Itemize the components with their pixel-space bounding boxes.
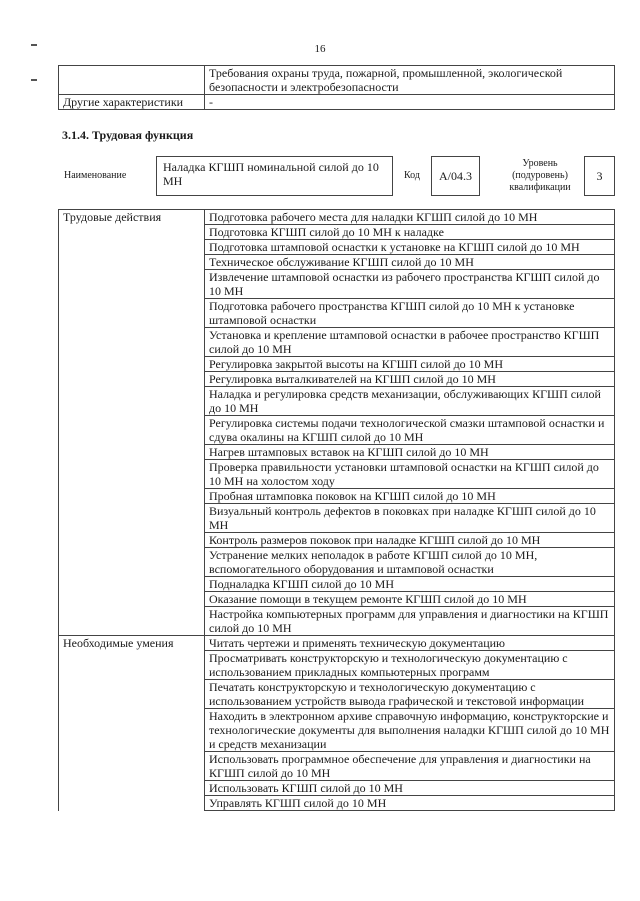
table-row (59, 709, 615, 752)
table-row (59, 533, 615, 548)
labor-actions-heading: Трудовые действия (59, 210, 205, 225)
labor-actions-heading-continuation (59, 328, 205, 357)
labor-action-item: Регулировка системы подачи технологической смазки штамповой оснастки и сдува окалины на КГШП силой до 10 МН (205, 416, 615, 445)
skill-item: Просматривать конструкторскую и технологическую документацию с использованием прикладных компьютерных программ (205, 651, 615, 680)
table-row (59, 372, 615, 387)
labor-actions-heading-continuation (59, 607, 205, 636)
labor-actions-heading-continuation (59, 255, 205, 270)
function-name-box (156, 156, 393, 196)
labor-actions-heading-continuation (59, 387, 205, 416)
table-row (59, 607, 615, 636)
labor-action-item: Установка и крепление штамповой оснастки в рабочее пространство КГШП силой до 10 МН (205, 328, 615, 357)
characteristics-table (58, 65, 615, 110)
section-title: 3.1.4. Трудовая функция (62, 128, 194, 142)
labor-actions-heading-continuation (59, 225, 205, 240)
labor-action-item: Извлечение штамповой оснастки из рабочего пространства КГШП силой до 10 МН (205, 270, 615, 299)
skill-item: Использовать КГШП силой до 10 МН (205, 781, 615, 796)
labor-action-item: Регулировка закрытой высоты на КГШП силой до 10 МН (205, 357, 615, 372)
name-label: Наименование (64, 170, 127, 181)
row-label (59, 66, 205, 95)
labor-actions-heading-continuation (59, 372, 205, 387)
table-row (59, 752, 615, 781)
table-row (59, 781, 615, 796)
required-skills-heading-continuation (59, 796, 205, 811)
labor-actions-heading-continuation (59, 416, 205, 445)
labor-actions-heading-continuation (59, 445, 205, 460)
labor-action-item: Устранение мелких неполадок в работе КГШП силой до 10 МН, вспомогательного оборудования и штамповой оснастки (205, 548, 615, 577)
table-row (59, 680, 615, 709)
labor-actions-heading-continuation (59, 489, 205, 504)
code-label: Код (404, 170, 420, 181)
labor-action-item: Пробная штамповка поковок на КГШП силой до 10 МН (205, 489, 615, 504)
table-row (59, 357, 615, 372)
table-row (59, 796, 615, 811)
table-row (59, 299, 615, 328)
labor-actions-heading-continuation (59, 533, 205, 548)
table-row (59, 636, 615, 651)
labor-actions-heading-continuation (59, 577, 205, 592)
labor-actions-heading-continuation (59, 592, 205, 607)
function-name-value: Наладка КГШП номинальной силой до 10 МН (163, 160, 379, 188)
table-row (59, 66, 615, 95)
table-row (59, 387, 615, 416)
required-skills-heading-continuation (59, 709, 205, 752)
labor-action-item: Подготовка КГШП силой до 10 МН к наладке (205, 225, 615, 240)
required-skills-heading-continuation (59, 680, 205, 709)
code-value: А/04.3 (439, 169, 472, 183)
labor-action-item: Настройка компьютерных программ для управления и диагностики на КГШП силой до 10 МН (205, 607, 615, 636)
table-row (59, 489, 615, 504)
level-value: 3 (596, 169, 603, 183)
required-skills-heading-continuation (59, 752, 205, 781)
required-skills-heading-continuation (59, 781, 205, 796)
level-label: Уровень (подуровень) квалификации (509, 158, 571, 193)
labor-action-item: Подготовка рабочего места для наладки КГШП силой до 10 МН (205, 210, 615, 225)
row-label: Другие характеристики (59, 95, 205, 110)
table-row (59, 592, 615, 607)
table-row (59, 504, 615, 533)
level-box (584, 156, 615, 196)
labor-actions-heading-continuation (59, 299, 205, 328)
labor-action-item: Визуальный контроль дефектов в поковках при наладке КГШП силой до 10 МН (205, 504, 615, 533)
labor-action-item: Наладка и регулировка средств механизации, обслуживающих КГШП силой до 10 МН (205, 387, 615, 416)
table-row (59, 328, 615, 357)
row-value: - (205, 95, 615, 110)
labor-action-item: Оказание помощи в текущем ремонте КГШП силой до 10 МН (205, 592, 615, 607)
labor-actions-heading-continuation (59, 270, 205, 299)
labor-actions-heading-continuation (59, 548, 205, 577)
code-box (431, 156, 480, 196)
skill-item: Читать чертежи и применять техническую документацию (205, 636, 615, 651)
skill-item: Использовать программное обеспечение для управления и диагностики на КГШП силой до 10 МН (205, 752, 615, 781)
skill-item: Управлять КГШП силой до 10 МН (205, 796, 615, 811)
labor-action-item: Контроль размеров поковок при наладке КГШП силой до 10 МН (205, 533, 615, 548)
page-number: 16 (314, 43, 326, 55)
labor-function-table (58, 209, 615, 811)
table-row (59, 460, 615, 489)
table-row (59, 651, 615, 680)
table-row (59, 577, 615, 592)
required-skills-heading: Необходимые умения (59, 636, 205, 651)
labor-actions-heading-continuation (59, 240, 205, 255)
table-row (59, 225, 615, 240)
table-row (59, 270, 615, 299)
table-row (59, 416, 615, 445)
labor-action-item: Проверка правильности установки штамповой оснастки на КГШП силой до 10 МН на холостом ходу (205, 460, 615, 489)
table-row (59, 210, 615, 225)
labor-actions-heading-continuation (59, 460, 205, 489)
labor-action-item: Подготовка рабочего пространства КГШП силой до 10 МН к установке штамповой оснастки (205, 299, 615, 328)
table-row (59, 95, 615, 110)
table-row (59, 255, 615, 270)
labor-action-item: Нагрев штамповых вставок на КГШП силой до 10 МН (205, 445, 615, 460)
table-row (59, 445, 615, 460)
table-row (59, 240, 615, 255)
labor-actions-heading-continuation (59, 357, 205, 372)
labor-action-item: Подготовка штамповой оснастки к установке на КГШП силой до 10 МН (205, 240, 615, 255)
skill-item: Находить в электронном архиве справочную информацию, конструкторские и технологические документы для выполнения наладки КГШП силой до 10 МН и средств механизации (205, 709, 615, 752)
labor-action-item: Регулировка выталкивателей на КГШП силой до 10 МН (205, 372, 615, 387)
labor-actions-heading-continuation (59, 504, 205, 533)
table-row (59, 548, 615, 577)
required-skills-heading-continuation (59, 651, 205, 680)
row-value: Требования охраны труда, пожарной, промышленной, экологической безопасности и электробезопасности (205, 66, 615, 95)
labor-action-item: Подналадка КГШП силой до 10 МН (205, 577, 615, 592)
margin-mark (31, 79, 37, 81)
labor-action-item: Техническое обслуживание КГШП силой до 10 МН (205, 255, 615, 270)
skill-item: Печатать конструкторскую и технологическую документацию с использованием устройств вывода графической и текстовой информации (205, 680, 615, 709)
